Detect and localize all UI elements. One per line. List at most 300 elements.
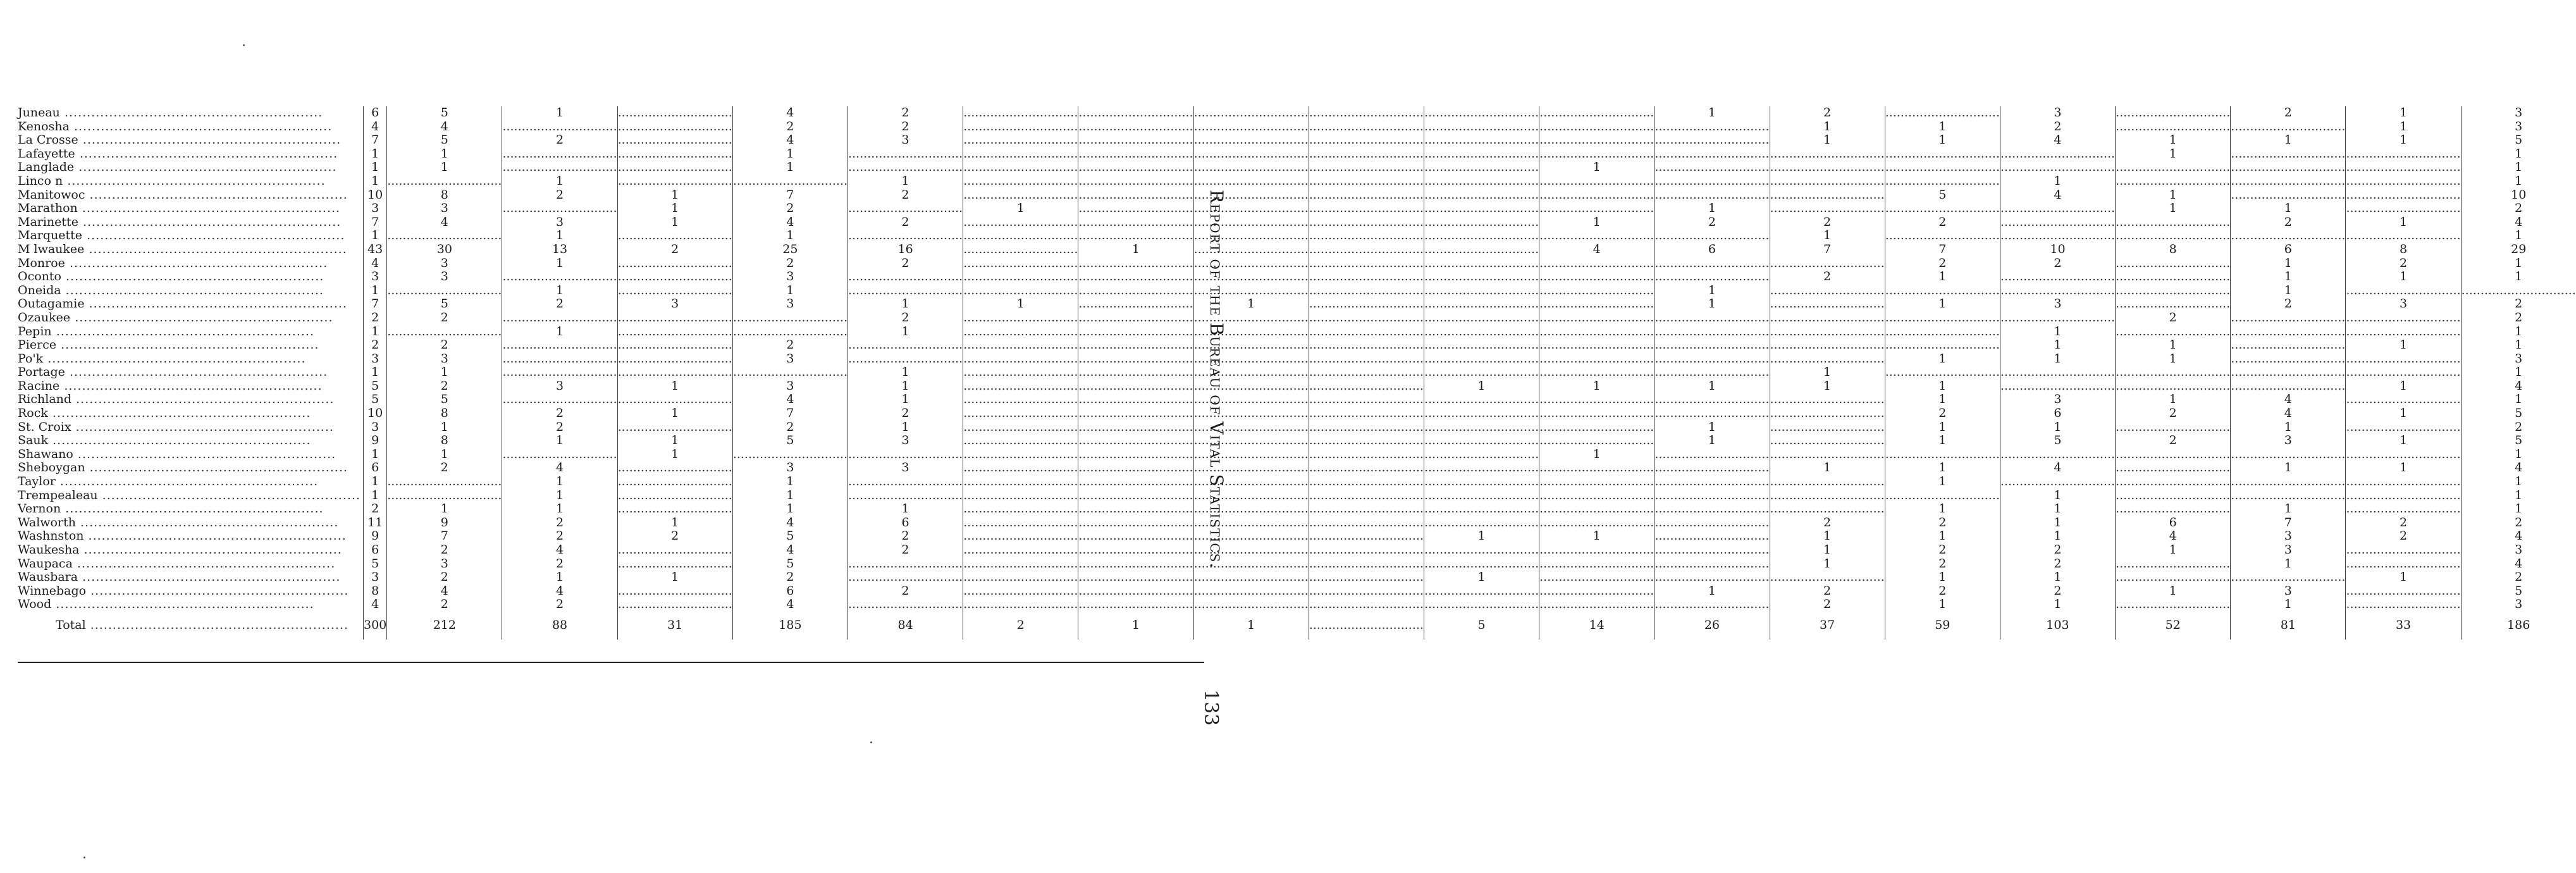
table-cell: 1 [2515,392,2523,407]
table-row [18,421,2576,435]
total-underline-rule [18,662,1204,663]
table-cell: 4 [732,106,847,120]
county-name: Richland ..... [18,393,363,407]
table-cell: 2 [848,257,963,271]
table-cell [617,161,732,175]
table-cell: 2 [1885,585,2000,598]
table-cell [1885,366,2000,380]
table-cell: 1 [1885,434,2000,448]
table-cell [1424,543,1539,557]
table-cell: 13 [502,243,617,257]
county-name: St. Croix ..... [18,421,363,435]
table-cell [1309,270,1424,284]
table-cell: 1 [1885,461,2000,475]
table-cell [2000,202,2115,216]
table-cell: 2 [1770,598,1885,612]
table-cell [2116,557,2231,571]
table-cell [2346,325,2461,339]
table-cell: 1 [2515,338,2523,352]
table-cell: 2 [732,421,847,435]
table-cell [2346,202,2461,216]
table-cell: 1 [732,229,847,243]
table-cell [502,202,617,216]
total-row [18,612,2576,640]
table-cell: 3 [2000,297,2115,311]
table-cell [387,325,502,339]
table-cell [848,598,963,612]
table-cell: 10 [363,407,386,421]
table-cell: 2 [2116,434,2231,448]
table-cell [2000,284,2115,298]
table-row [18,489,2576,503]
table-cell [1655,571,1770,585]
scan-speck [243,44,245,46]
table-cell [1539,133,1655,147]
table-row [18,448,2576,462]
table-cell: 1 [387,448,502,462]
table-cell [1193,175,1309,189]
table-cell [2231,489,2346,503]
table-cell [963,393,1078,407]
table-cell [963,543,1078,557]
total-cell: 52 [2116,612,2231,640]
table-cell [1078,147,1193,161]
table-cell: 8 [2116,243,2231,257]
table-cell [848,475,963,489]
table-cell: 1 [617,434,732,448]
county-name: Sauk ..... [18,434,363,448]
table-cell: 2 [848,543,963,557]
table-cell: 1 [502,434,617,448]
table-cell [1655,502,1770,516]
table-cell [963,284,1078,298]
table-cell: 1 [2346,461,2461,475]
table-cell: 1 [732,284,847,298]
table-cell: 1 [2000,516,2115,530]
table-cell: 3 [2515,543,2523,557]
table-row [18,571,2576,585]
table-cell [1770,161,1885,175]
table-cell: 1 [2346,434,2461,448]
table-cell: 2 [2515,515,2523,529]
table-cell [1655,557,1770,571]
table-cell [1770,325,1885,339]
table-cell [1655,229,1770,243]
table-row [18,147,2576,161]
table-cell [1539,106,1655,120]
table-cell: 2 [848,585,963,598]
table-cell: 1 [2515,474,2523,489]
table-row [18,229,2576,243]
table-cell [1078,571,1193,585]
table-cell [2231,448,2346,462]
table-cell: 1 [1770,120,1885,134]
table-cell: 5 [387,133,502,147]
table-row [18,311,2576,325]
table-cell [1309,380,1424,393]
table-cell: 1 [2116,352,2231,366]
table-cell: 3 [732,270,847,284]
table-cell: 2 [2231,106,2346,120]
table-cell: 1 [1770,543,1885,557]
table-cell [1309,133,1424,147]
table-cell [1309,585,1424,598]
table-cell: 2 [732,571,847,585]
total-cell: 88 [502,612,617,640]
table-cell: 3 [2231,529,2346,543]
table-cell [617,229,732,243]
table-cell [1655,352,1770,366]
table-cell: 8 [387,434,502,448]
table-cell: 1 [2231,557,2346,571]
table-cell [1078,325,1193,339]
table-cell [617,598,732,612]
table-cell: 4 [732,543,847,557]
table-cell [848,557,963,571]
table-cell: 2 [502,189,617,202]
table-cell: 7 [1885,243,2000,257]
table-cell [1078,133,1193,147]
table-cell: 2 [848,529,963,543]
table-cell [1539,598,1655,612]
table-cell: 1 [2000,529,2115,543]
table-cell [1424,352,1539,366]
county-name: Juneau ..... [18,106,363,120]
table-cell [502,270,617,284]
table-cell [1424,502,1539,516]
table-cell: 2 [502,133,617,147]
table-cell [1539,475,1655,489]
table-cell: 2 [2000,543,2115,557]
table-cell: 1 [2231,133,2346,147]
page-number: 133 [1200,690,1222,726]
table-cell: 1 [2000,325,2115,339]
table-cell: 1 [2116,393,2231,407]
table-cell: 2 [2515,201,2523,216]
table-cell: 1 [1885,352,2000,366]
table-cell: 3 [387,352,502,366]
table-cell [1539,585,1655,598]
table-cell: 1 [363,448,386,462]
table-cell [1078,352,1193,366]
table-cell [1424,407,1539,421]
county-name: Washnston ..... [18,529,363,543]
table-cell: 1 [2231,202,2346,216]
table-cell: 6 [848,516,963,530]
table-cell: 2 [2000,120,2115,134]
table-row [18,133,2576,147]
total-cell: 103 [2000,612,2115,640]
table-cell: 2 [502,529,617,543]
table-cell [2346,502,2461,516]
table-cell: 5 [387,297,502,311]
table-cell: 2 [732,202,847,216]
table-cell: 8 [2346,243,2461,257]
table-cell [1078,489,1193,503]
table-cell [2000,270,2115,284]
table-cell: 1 [2231,598,2346,612]
table-cell [617,338,732,352]
table-cell: 1 [2000,571,2115,585]
table-cell [1424,516,1539,530]
table-cell: 4 [387,585,502,598]
table-cell [2231,325,2346,339]
table-cell [2000,147,2115,161]
table-cell [2000,475,2115,489]
table-cell [963,243,1078,257]
table-cell: 1 [363,489,386,503]
table-cell [1309,338,1424,352]
table-cell [2116,461,2231,475]
table-cell [2116,106,2231,120]
table-cell: 1 [1770,380,1885,393]
table-cell: 4 [2515,529,2523,543]
table-cell [1424,120,1539,134]
table-cell [1655,325,1770,339]
table-cell: 2 [848,216,963,230]
table-cell: 1 [502,489,617,503]
table-cell: 5 [732,529,847,543]
table-cell: 4 [2000,461,2115,475]
table-cell: 2 [848,189,963,202]
table-cell: 1 [2515,324,2523,338]
table-cell: 3 [387,257,502,271]
table-cell [848,338,963,352]
table-cell [963,434,1078,448]
table-cell [963,489,1078,503]
table-cell [1770,257,1885,271]
table-cell: 1 [502,571,617,585]
table-row [18,502,2576,516]
table-cell: 4 [1539,243,1655,257]
table-cell: 3 [848,434,963,448]
table-cell [1770,421,1885,435]
table-cell: 2 [387,461,502,475]
table-cell: 1 [732,147,847,161]
total-cell: 84 [848,612,963,640]
table-cell: 2 [363,311,386,325]
table-cell [2116,270,2231,284]
table-cell: 1 [2000,421,2115,435]
table-cell: 4 [502,543,617,557]
table-cell [1424,421,1539,435]
table-cell: 3 [502,216,617,230]
table-cell: 1 [2116,189,2231,202]
table-cell: 1 [1770,366,1885,380]
table-row [18,202,2576,216]
table-cell [502,120,617,134]
table-cell [617,325,732,339]
table-cell: 2 [2515,419,2523,434]
table-row [18,120,2576,134]
table-cell [732,366,847,380]
table-cell [617,557,732,571]
table-cell: 2 [1885,257,2000,271]
table-cell: 1 [502,284,617,298]
table-cell [2346,161,2461,175]
table-cell: 1 [617,202,732,216]
table-cell [1539,325,1655,339]
table-cell [2346,284,2461,298]
table-cell: 9 [363,529,386,543]
table-cell: 1 [848,421,963,435]
table-cell [1539,147,1655,161]
table-cell: 7 [732,189,847,202]
table-cell: 1 [2231,421,2346,435]
table-cell [617,366,732,380]
table-cell [1885,489,2000,503]
table-cell [617,133,732,147]
table-cell [1424,325,1539,339]
county-name: M lwaukee ..... [18,243,363,257]
table-cell: 4 [732,393,847,407]
table-cell [1078,461,1193,475]
table-cell [2231,338,2346,352]
table-cell: 2 [732,257,847,271]
table-cell [1885,147,2000,161]
table-cell [2116,598,2231,612]
table-cell [963,161,1078,175]
table-cell: 43 [363,243,386,257]
table-cell [2116,366,2231,380]
table-cell [1655,461,1770,475]
table-cell [2231,352,2346,366]
total-cell: 1 [1193,612,1309,640]
table-cell [963,585,1078,598]
table-cell: 1 [2515,146,2523,161]
table-cell [1309,352,1424,366]
table-cell: 1 [2116,585,2231,598]
table-cell [1193,120,1309,134]
table-cell: 5 [2515,133,2523,147]
table-cell [617,352,732,366]
table-cell: 1 [1655,297,1770,311]
table-cell: 1 [502,229,617,243]
table-cell [617,543,732,557]
table-cell [963,421,1078,435]
table-cell [2346,393,2461,407]
table-cell: 1 [1655,380,1770,393]
table-cell [1770,147,1885,161]
table-cell [963,461,1078,475]
table-cell: 1 [2000,489,2115,503]
table-cell [1309,216,1424,230]
table-cell [1655,161,1770,175]
table-cell: 2 [848,407,963,421]
table-row [18,216,2576,230]
table-cell: 1 [363,147,386,161]
table-cell [1770,571,1885,585]
table-row [18,257,2576,271]
table-cell [1078,475,1193,489]
table-cell: 1 [1770,229,1885,243]
table-cell: 2 [1770,270,1885,284]
table-cell: 1 [1885,571,2000,585]
table-cell [1193,147,1309,161]
county-name: Langlade ..... [18,161,363,175]
table-cell [2231,311,2346,325]
table-cell: 1 [617,448,732,462]
table-cell: 5 [1885,189,2000,202]
table-cell [1078,229,1193,243]
table-cell: 2 [2231,216,2346,230]
table-cell [1539,421,1655,435]
table-cell [1655,133,1770,147]
table-cell: 3 [2000,106,2115,120]
table-cell: 1 [848,380,963,393]
table-cell [963,338,1078,352]
table-cell [2346,448,2461,462]
table-cell: 1 [2116,338,2231,352]
table-row [18,352,2576,366]
table-cell [502,147,617,161]
table-cell [1078,407,1193,421]
table-cell [1424,175,1539,189]
table-cell [2116,489,2231,503]
table-cell [2116,380,2231,393]
table-cell: 1 [2231,284,2346,298]
table-cell: 2 [2116,407,2231,421]
table-cell [1770,489,1885,503]
table-cell: 1 [363,475,386,489]
table-cell [1078,448,1193,462]
table-cell: 1 [848,366,963,380]
county-name: Wausbara ..... [18,571,363,585]
table-cell [2231,229,2346,243]
table-cell: 2 [1655,216,1770,230]
table-cell [1770,407,1885,421]
table-cell: 2 [1770,516,1885,530]
scan-speck [870,741,872,743]
table-cell [2231,189,2346,202]
table-cell: 6 [2231,243,2346,257]
table-cell [2116,475,2231,489]
table-cell [848,448,963,462]
county-name: Linco n ..... [18,175,363,189]
table-cell [1078,338,1193,352]
table-cell [1655,189,1770,202]
table-cell: 2 [387,311,502,325]
table-cell: 1 [2346,407,2461,421]
table-cell [1885,202,2000,216]
table-cell [963,407,1078,421]
table-cell: 1 [2000,175,2115,189]
table-cell [1885,311,2000,325]
table-cell [848,489,963,503]
table-cell [963,380,1078,393]
table-cell [2116,120,2231,134]
table-cell [1655,311,1770,325]
table-cell [1309,461,1424,475]
table-cell: 1 [1539,529,1655,543]
table-cell: 3 [2231,585,2346,598]
table-cell: 2 [2515,310,2523,325]
table-cell: 1 [502,175,617,189]
table-cell [1770,448,1885,462]
table-cell [1770,352,1885,366]
table-cell: 1 [732,502,847,516]
table-cell [1655,338,1770,352]
table-cell [1655,393,1770,407]
running-header [1204,190,1229,645]
table-cell: 3 [617,297,732,311]
table-cell [1655,175,1770,189]
table-cell: 1 [387,421,502,435]
table-cell [732,325,847,339]
table-cell [502,366,617,380]
table-cell [1309,448,1424,462]
table-cell [1424,448,1539,462]
